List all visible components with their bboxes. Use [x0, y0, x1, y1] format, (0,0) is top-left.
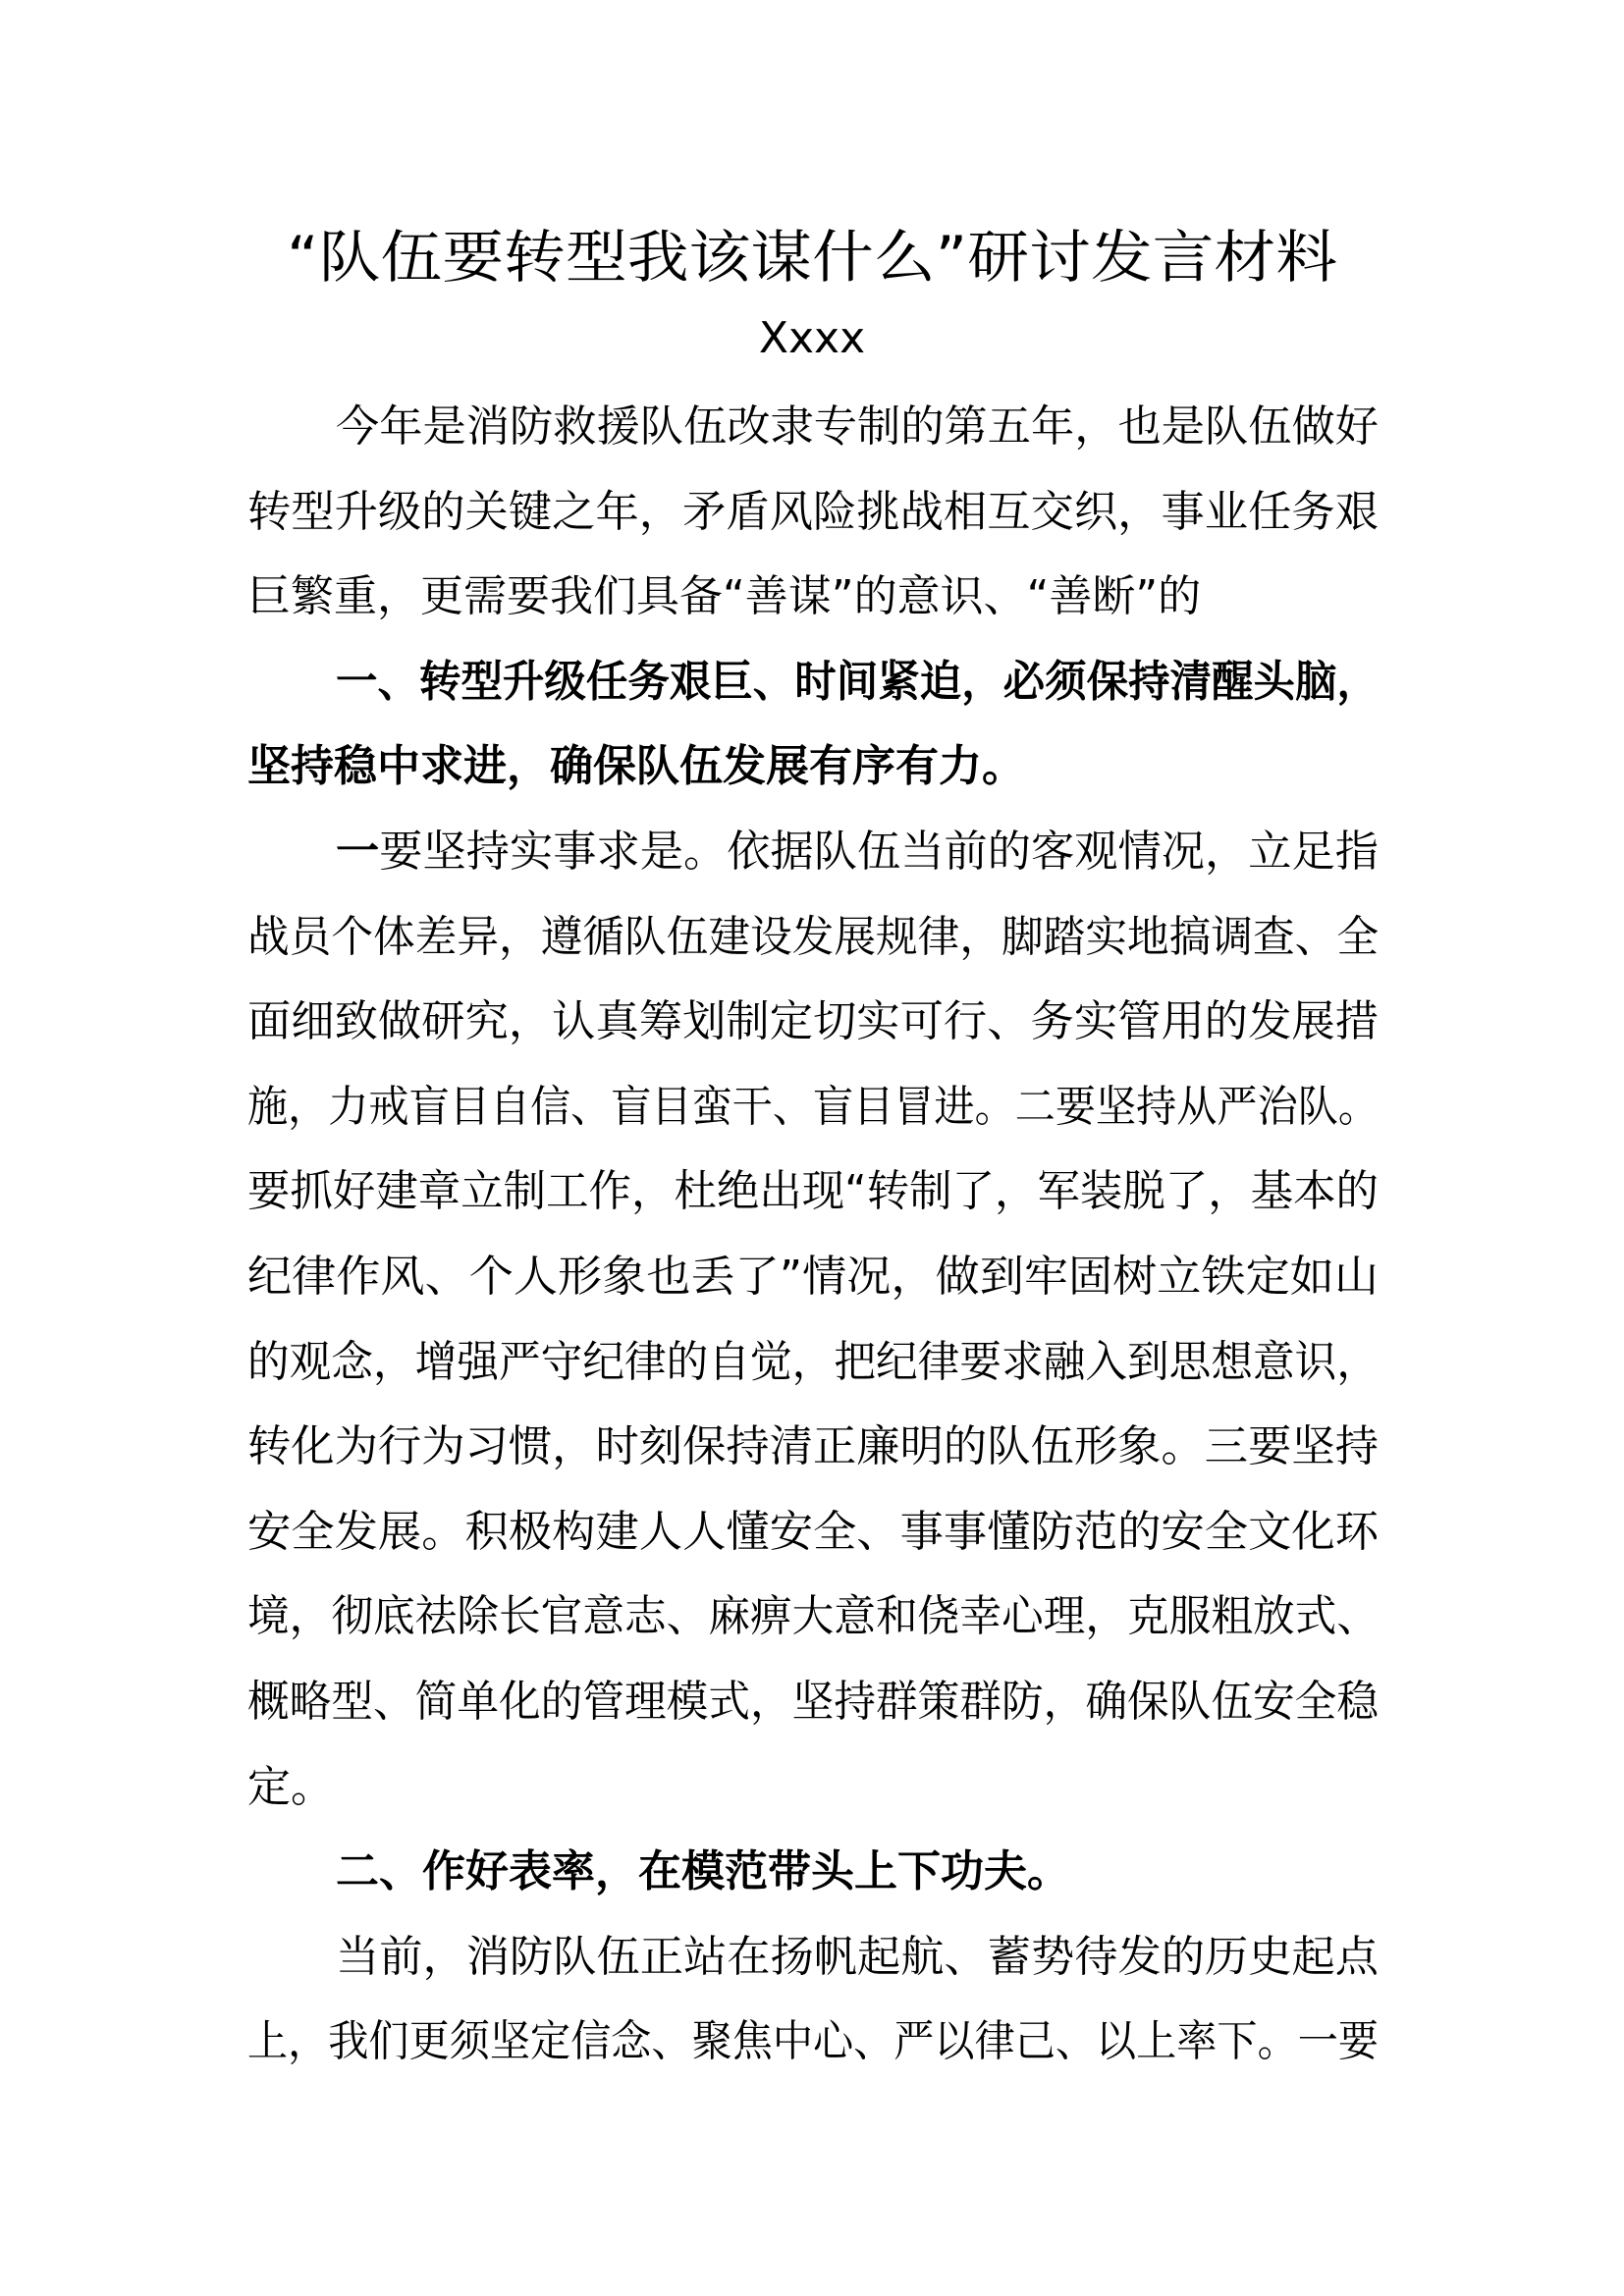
paragraph-line	[247, 895, 1379, 981]
line-text	[247, 1149, 1379, 1235]
line-content: 二、作好表率，在模范带头上下功夫。	[336, 1846, 1070, 1897]
line-text	[336, 640, 1379, 725]
paragraph-line	[247, 1490, 1379, 1575]
line-content: 要抓好建章立制工作，杜绝出现“转制了，军装脱了，基本的	[247, 1166, 1379, 1217]
line-content: 概略型、简单化的管理模式，坚持群策群防，确保队伍安全稳	[247, 1676, 1379, 1727]
paragraph-line	[247, 1405, 1379, 1490]
line-text	[336, 1915, 1379, 2001]
line-content: 巨繁重，更需要我们具备“善谋”的意识、“善断”的	[247, 571, 1202, 622]
paragraph-line	[247, 1149, 1379, 1235]
line-text	[247, 1065, 1379, 1150]
line-text	[247, 1745, 334, 1831]
line-text	[247, 2000, 1379, 2085]
line-content: 要坚持实事求是。依据队伍当前的客观情况，立足指	[379, 826, 1379, 877]
section-heading-line	[247, 1830, 1379, 1915]
line-content: 转化为行为习惯，时刻保持清正廉明的队伍形象。三要坚持	[247, 1421, 1379, 1472]
line-content: 定。	[247, 1761, 334, 1812]
line-content: 施，力戒盲目自信、盲目蛮干、盲目冒进。二要坚持从严治队。	[247, 1081, 1379, 1132]
document-author: Xxxx	[758, 313, 866, 363]
paragraph-line	[247, 2000, 1379, 2085]
line-content: 当前，消防队伍正站在扬帆起航、蓄势待发的历史起点	[336, 1931, 1379, 1982]
paragraph-line	[247, 1660, 1379, 1745]
section-heading-line	[247, 724, 1379, 810]
paragraph-line	[247, 980, 1379, 1065]
line-text	[247, 470, 1379, 556]
paragraph-line	[247, 1235, 1379, 1320]
line-content: 纪律作风、个人形象也丢了”情况，做到牢固树立铁定如山	[247, 1251, 1379, 1302]
line-text	[247, 724, 1025, 810]
paragraph-line	[247, 1915, 1379, 2001]
line-content: 面细致做研究，认真筹划制定切实可行、务实管用的发展措	[247, 996, 1379, 1047]
line-content: 安全发展。积极构建人人懂安全、事事懂防范的安全文化环	[247, 1506, 1379, 1557]
line-text	[247, 1490, 1379, 1575]
paragraph-line	[247, 385, 1379, 470]
line-text	[336, 385, 1379, 470]
paragraph-line	[247, 1575, 1379, 1660]
line-content: 今年是消防救援队伍改隶专制的第五年，也是队伍做好	[336, 401, 1379, 452]
paragraph-line	[247, 1320, 1379, 1406]
line-content: 境，彻底祛除长官意志、麻痹大意和侥幸心理，克服粗放式、	[247, 1591, 1379, 1642]
line-content: 战员个体差异，遵循队伍建设发展规律，脚踏实地搞调查、全	[247, 911, 1379, 962]
document-body	[247, 385, 1379, 2085]
paragraph-line	[247, 1065, 1379, 1150]
line-text	[247, 1320, 1379, 1406]
line-content: 上，我们更须坚定信念、聚焦中心、严以律己、以上率下。一要	[247, 2016, 1379, 2067]
section-heading-line	[247, 640, 1379, 725]
paragraph-line	[247, 1745, 1379, 1831]
line-text	[247, 1235, 1379, 1320]
line-text	[336, 810, 1379, 895]
line-text	[247, 1575, 1379, 1660]
document-title: “队伍要转型我该谋什么”研讨发言材料	[286, 224, 1337, 291]
line-text	[247, 895, 1379, 981]
paragraph-line	[247, 555, 1379, 640]
line-text	[336, 1830, 1070, 1915]
line-content: 转型升级的关键之年，矛盾风险挑战相互交织，事业任务艰	[247, 486, 1379, 537]
line-content: 一、转型升级任务艰巨、时间紧迫，必须保持清醒头脑，	[336, 656, 1379, 707]
bold-prefix: 一	[336, 826, 380, 877]
paragraph-line	[247, 810, 1379, 895]
line-text	[247, 1405, 1379, 1490]
line-text	[247, 980, 1379, 1065]
line-content: 坚持稳中求进，确保队伍发展有序有力。	[247, 741, 1025, 792]
paragraph-line	[247, 470, 1379, 556]
line-text	[247, 555, 1201, 640]
line-content: 的观念，增强严守纪律的自觉，把纪律要求融入到思想意识，	[247, 1336, 1379, 1387]
line-text	[247, 1660, 1379, 1745]
